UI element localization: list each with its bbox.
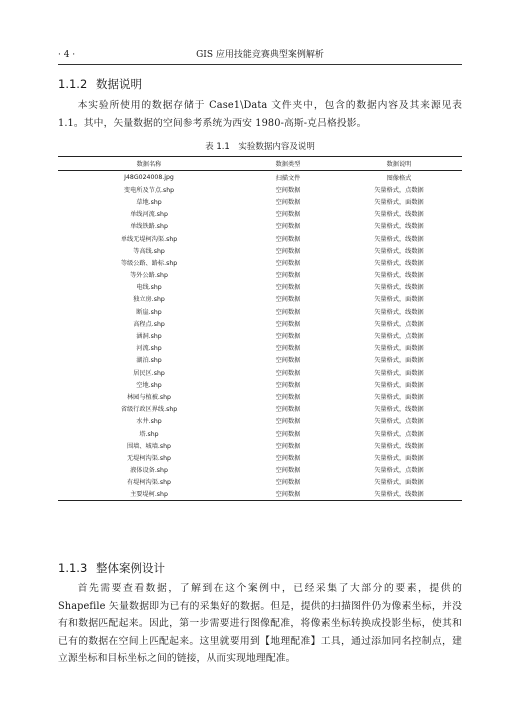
cell-data-name: 单线铁路.shp bbox=[130, 223, 168, 231]
cell-data-description: 矢量格式，面数据 bbox=[374, 357, 424, 365]
table-row bbox=[58, 451, 462, 463]
header-rule bbox=[58, 64, 462, 65]
cell-data-name: 省级行政区界线.shp bbox=[120, 406, 178, 414]
table-row bbox=[58, 415, 462, 427]
cell-data-name: 有堤柯沟渠.shp bbox=[127, 479, 171, 487]
cell-data-type: 空间数据 bbox=[275, 369, 301, 377]
cell-data-description: 矢量格式，线数据 bbox=[374, 442, 424, 450]
cell-data-type: 空间数据 bbox=[275, 320, 301, 328]
cell-data-type: 空间数据 bbox=[275, 345, 301, 353]
cell-data-type: 空间数据 bbox=[275, 406, 301, 414]
cell-data-type: 空间数据 bbox=[275, 430, 301, 438]
table-row bbox=[58, 427, 462, 439]
cell-data-type: 空间数据 bbox=[275, 357, 301, 365]
cell-data-type: 空间数据 bbox=[275, 198, 301, 206]
page-number: · 4 · bbox=[58, 50, 76, 60]
cell-data-type: 空间数据 bbox=[275, 223, 301, 231]
cell-data-name: 水井.shp bbox=[136, 418, 162, 426]
cell-data-description: 矢量格式，点数据 bbox=[374, 430, 424, 438]
table-row bbox=[58, 366, 462, 378]
table-row bbox=[58, 281, 462, 293]
cell-data-description: 矢量格式，点数据 bbox=[374, 467, 424, 475]
cell-data-description: 矢量格式，点数据 bbox=[374, 186, 424, 194]
cell-data-name: 等高线.shp bbox=[133, 247, 165, 255]
cell-data-name: 草地.shp bbox=[136, 198, 162, 206]
cell-data-name: 高程点.shp bbox=[133, 320, 165, 328]
cell-data-type: 空间数据 bbox=[275, 235, 301, 243]
table-row bbox=[58, 317, 462, 329]
cell-data-description: 矢量格式，面数据 bbox=[374, 381, 424, 389]
cell-data-type: 空间数据 bbox=[275, 247, 301, 255]
table-header-row bbox=[58, 157, 462, 171]
cell-data-type: 空间数据 bbox=[275, 284, 301, 292]
paragraph-overall-design: 首先需要查看数据，了解到在这个案例中，已经采集了大部分的要素，提供的 Shapefile 矢量数据即为已有的采集好的数据。但是，提供的扫描图件仍为像素坐标，并没有和数据匹配起来。因此，第一步需要进行图像配准，将像素坐标转换成投影坐标，使其和已有的数据在空间上匹配起来。这里就要用到【地理配准】工具，通过添加同名控制点，建立源坐标和目标坐标之间的链接，从而实现地理配准。 bbox=[58, 583, 462, 664]
cell-data-type: 空间数据 bbox=[275, 296, 301, 304]
table-row bbox=[58, 183, 462, 195]
table-row bbox=[58, 208, 462, 220]
table-row bbox=[58, 269, 462, 281]
cell-data-description: 矢量格式，线数据 bbox=[374, 259, 424, 267]
section-heading-overall-design bbox=[58, 560, 165, 576]
cell-data-description: 矢量格式，点数据 bbox=[374, 333, 424, 341]
table-row bbox=[58, 342, 462, 354]
cell-data-description: 矢量格式，线数据 bbox=[374, 235, 424, 243]
table-row bbox=[58, 390, 462, 402]
cell-data-name: 围墙、城墙.shp bbox=[127, 442, 171, 450]
table-row bbox=[58, 464, 462, 476]
cell-data-description: 矢量格式，线数据 bbox=[374, 284, 424, 292]
cell-data-name: 电线.shp bbox=[136, 284, 162, 292]
section-title: 整体案例设计 bbox=[96, 561, 165, 575]
book-title: GIS 应用技能竞赛典型案例解析 bbox=[196, 50, 324, 60]
cell-data-name: 独立房.shp bbox=[133, 296, 165, 304]
cell-data-description: 矢量格式，线数据 bbox=[374, 247, 424, 255]
paragraph-data-description: 本实验所使用的数据存储于 Case1\Data 文件夹中，包含的数据内容及其来源见表 1.1。其中，矢量数据的空间参考系统为西安 1980-高斯-克吕格投影。 bbox=[58, 100, 462, 129]
cell-data-description: 矢量格式，面数据 bbox=[374, 296, 424, 304]
cell-data-type: 空间数据 bbox=[275, 272, 301, 280]
cell-data-type: 空间数据 bbox=[275, 442, 301, 450]
cell-data-name: 林园与植被.shp bbox=[127, 393, 171, 401]
cell-data-description: 矢量格式，面数据 bbox=[374, 454, 424, 462]
cell-data-type: 空间数据 bbox=[275, 259, 301, 267]
column-header-type: 数据类型 bbox=[275, 161, 301, 168]
table-caption: 表 1.1 实验数据内容及说明 bbox=[205, 142, 315, 152]
cell-data-name: 主要堤柯.shp bbox=[130, 491, 168, 499]
cell-data-description: 矢量格式，线数据 bbox=[374, 308, 424, 316]
cell-data-description: 矢量格式，面数据 bbox=[374, 479, 424, 487]
section-title: 数据说明 bbox=[96, 77, 142, 91]
cell-data-type: 空间数据 bbox=[275, 186, 301, 194]
table-row bbox=[58, 171, 462, 184]
cell-data-description: 矢量格式，点数据 bbox=[374, 320, 424, 328]
experiment-data-table bbox=[58, 156, 462, 501]
cell-data-description: 矢量格式，面数据 bbox=[374, 369, 424, 377]
cell-data-name: 等外公路.shp bbox=[130, 272, 168, 280]
cell-data-description: 矢量格式，面数据 bbox=[374, 198, 424, 206]
cell-data-type: 空间数据 bbox=[275, 308, 301, 316]
table-row bbox=[58, 293, 462, 305]
table-row bbox=[58, 195, 462, 207]
cell-data-description: 矢量格式，点数据 bbox=[374, 418, 424, 426]
cell-data-description: 矢量格式，面数据 bbox=[374, 393, 424, 401]
cell-data-description: 矢量格式，线数据 bbox=[374, 211, 424, 219]
cell-data-name: 液体设备.shp bbox=[130, 467, 168, 475]
cell-data-name: 居民区.shp bbox=[133, 369, 165, 377]
cell-data-name: 等级公路、路标.shp bbox=[120, 259, 178, 267]
table-row bbox=[58, 403, 462, 415]
table-row bbox=[58, 476, 462, 488]
cell-data-type: 空间数据 bbox=[275, 479, 301, 487]
cell-data-description: 矢量格式，线数据 bbox=[374, 491, 424, 499]
table-row bbox=[58, 354, 462, 366]
cell-data-name: 单线无堤柯沟渠.shp bbox=[120, 235, 178, 243]
cell-data-type: 扫描文件 bbox=[275, 174, 301, 182]
table-row bbox=[58, 220, 462, 232]
cell-data-name: 无堤柯沟渠.shp bbox=[127, 454, 171, 462]
cell-data-type: 空间数据 bbox=[275, 333, 301, 341]
cell-data-type: 空间数据 bbox=[275, 467, 301, 475]
section-number: 1.1.3 bbox=[58, 561, 88, 575]
cell-data-name: 单线河流.shp bbox=[130, 211, 168, 219]
table-row bbox=[58, 232, 462, 244]
table-row bbox=[58, 256, 462, 268]
cell-data-name: 湖泊.shp bbox=[136, 357, 162, 365]
cell-data-type: 空间数据 bbox=[275, 454, 301, 462]
cell-data-name: 变电所及节点.shp bbox=[123, 186, 175, 194]
cell-data-name: 塔.shp bbox=[139, 430, 159, 438]
cell-data-name: 空地.shp bbox=[136, 381, 162, 389]
section-number: 1.1.2 bbox=[58, 77, 88, 91]
cell-data-description: 矢量格式，线数据 bbox=[374, 406, 424, 414]
cell-data-name: 河流.shp bbox=[136, 345, 162, 353]
cell-data-description: 图像格式 bbox=[386, 174, 412, 182]
cell-data-description: 矢量格式，线数据 bbox=[374, 223, 424, 231]
cell-data-type: 空间数据 bbox=[275, 418, 301, 426]
table-row bbox=[58, 244, 462, 256]
cell-data-description: 矢量格式，面数据 bbox=[374, 345, 424, 353]
cell-data-name: 断崖.shp bbox=[136, 308, 162, 316]
cell-data-description: 矢量格式，线数据 bbox=[374, 272, 424, 280]
cell-data-name: J48G024008.jpg bbox=[124, 173, 174, 181]
cell-data-type: 空间数据 bbox=[275, 491, 301, 499]
table-row bbox=[58, 305, 462, 317]
table-body bbox=[58, 171, 462, 501]
cell-data-type: 空间数据 bbox=[275, 211, 301, 219]
table-row bbox=[58, 439, 462, 451]
section-heading-data-description bbox=[58, 76, 142, 92]
table-row bbox=[58, 488, 462, 501]
table-row bbox=[58, 378, 462, 390]
cell-data-type: 空间数据 bbox=[275, 381, 301, 389]
column-header-description: 数据说明 bbox=[386, 161, 412, 168]
running-head bbox=[58, 48, 462, 62]
cell-data-type: 空间数据 bbox=[275, 393, 301, 401]
table-row bbox=[58, 329, 462, 341]
cell-data-name: 涵洞.shp bbox=[136, 333, 162, 341]
column-header-name: 数据名称 bbox=[136, 161, 162, 168]
